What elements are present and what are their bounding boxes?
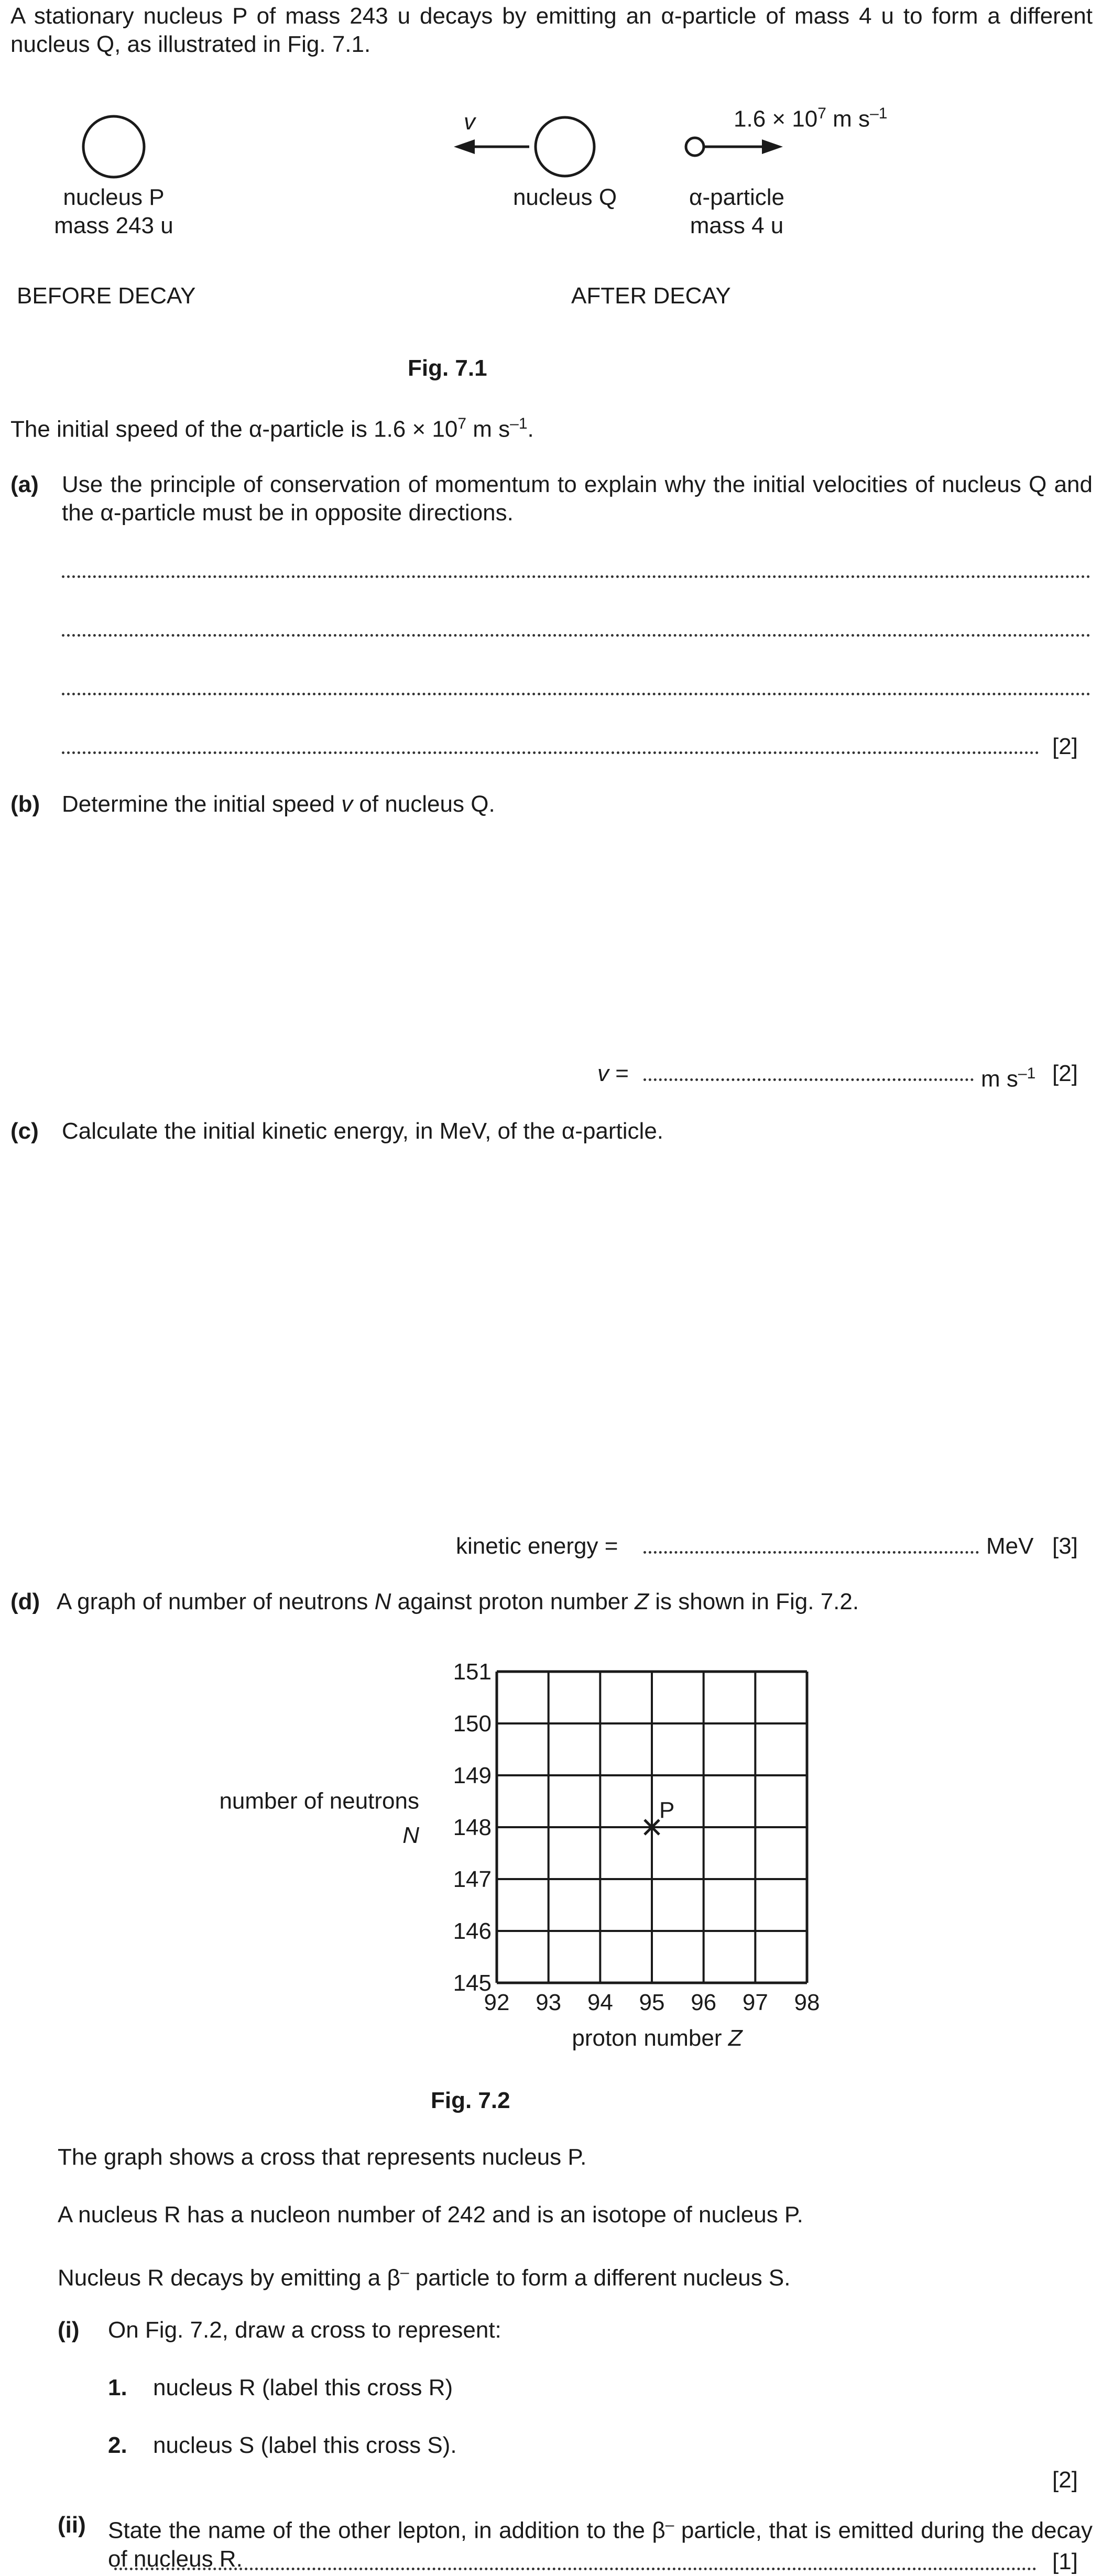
- y-axis-label-line-1: number of neutrons: [219, 1788, 419, 1814]
- part-a-question: Use the principle of conservation of momentum to explain why the initial velocities of nucleus Q and the α-particle must be in opposite directions.: [62, 472, 1093, 526]
- y-axis-label-line-2: N: [402, 1822, 419, 1848]
- answer-line-a1[interactable]: [62, 575, 1090, 578]
- part-d-i-question: On Fig. 7.2, draw a cross to represent:: [108, 2317, 501, 2343]
- part-c-answer-label: kinetic energy =: [456, 1533, 618, 1559]
- part-d-i-marks: [2]: [1052, 2467, 1078, 2493]
- part-b-label: (b): [10, 791, 40, 817]
- part-d-i-item-1: nucleus R (label this cross R): [153, 2375, 453, 2400]
- answer-line-a3[interactable]: [62, 693, 1090, 695]
- y-tick-label: 148: [453, 1815, 492, 1840]
- y-tick-label: 147: [453, 1866, 492, 1892]
- part-d-paragraph-1: The graph shows a cross that represents nucleus P.: [58, 2144, 587, 2170]
- part-b-marks: [2]: [1052, 1061, 1078, 1086]
- part-d-i-label: (i): [58, 2317, 80, 2343]
- part-a-marks: [2]: [1052, 734, 1078, 759]
- data-point-label: P: [659, 1797, 675, 1823]
- velocity-label-v: v: [464, 109, 475, 135]
- y-tick-label: 145: [453, 1970, 492, 1996]
- fig-7-2-caption: Fig. 7.2: [431, 2088, 510, 2113]
- part-c-label: (c): [10, 1118, 39, 1144]
- part-a-label: (a): [10, 472, 39, 497]
- fig-7-1-caption: Fig. 7.1: [408, 355, 487, 381]
- alpha-particle-label: α-particle mass 4 u: [689, 184, 784, 238]
- nucleus-p-circle: [83, 116, 144, 177]
- nucleus-p-label: nucleus P mass 243 u: [54, 184, 173, 238]
- answer-line-d-ii[interactable]: [114, 2568, 1036, 2570]
- answer-line-b[interactable]: [643, 1078, 974, 1081]
- x-tick-label: 93: [536, 1990, 562, 2015]
- velocity-arrowhead-alpha: [762, 139, 783, 154]
- intro-text: A stationary nucleus P of mass 243 u decays by emitting an α-particle of mass 4 u to form a different nucleus Q, as illustrated in Fig. 7.1.: [10, 3, 1093, 57]
- part-c-unit: MeV: [986, 1533, 1034, 1559]
- y-tick-label: 150: [453, 1711, 492, 1737]
- x-axis-label: proton number Z: [572, 2025, 743, 2051]
- part-d-paragraph-3: Nucleus R decays by emitting a β– particle to form a different nucleus S.: [58, 2264, 791, 2291]
- part-d-paragraph-2: A nucleus R has a nucleon number of 242 and is an isotope of nucleus P.: [58, 2202, 803, 2228]
- alpha-speed-label: $1.6 \times 10^7$ m $s^{-1}$: [734, 105, 888, 132]
- part-d-ii-label: (ii): [58, 2512, 86, 2538]
- y-tick-label: 151: [453, 1659, 492, 1685]
- part-b-question: Determine the initial speed v of nucleus Q.: [62, 791, 495, 817]
- fig-7-2-chart: [0, 1635, 1102, 2054]
- before-decay-label: BEFORE DECAY: [17, 283, 196, 309]
- answer-line-c[interactable]: [643, 1551, 979, 1554]
- part-c-question: Calculate the initial kinetic energy, in MeV, of the α-particle.: [62, 1118, 664, 1144]
- part-d-ii-question: State the name of the other lepton, in addition to the β– particle, that is emitted during the decay of nucleus R.: [108, 2516, 1093, 2572]
- part-d-intro: A graph of number of neutrons N against proton number Z is shown in Fig. 7.2.: [57, 1589, 859, 1614]
- part-d-i-item-1-number: 1.: [108, 2375, 127, 2400]
- initial-speed-statement: The initial speed of the α-particle is $1.6 \times 10^7$ m $s^{-1}$.: [10, 415, 534, 442]
- x-tick-label: 92: [484, 1990, 510, 2015]
- part-d-label: (d): [10, 1589, 40, 1614]
- part-c-marks: [3]: [1052, 1533, 1078, 1559]
- part-b-unit: m $s^{-1}$: [981, 1065, 1036, 1092]
- x-tick-label: 94: [587, 1990, 613, 2015]
- part-d-i-item-2: nucleus S (label this cross S).: [153, 2432, 457, 2458]
- part-d-i-item-2-number: 2.: [108, 2432, 127, 2458]
- y-tick-label: 149: [453, 1763, 492, 1788]
- x-tick-label: 95: [639, 1990, 665, 2015]
- part-b-answer-label: v =: [597, 1061, 629, 1086]
- nucleus-q-label: nucleus Q: [512, 184, 617, 210]
- answer-line-a2[interactable]: [62, 634, 1090, 637]
- nucleus-q-circle: [536, 117, 594, 176]
- alpha-particle-circle: [686, 138, 704, 156]
- y-tick-label: 146: [453, 1918, 492, 1944]
- x-tick-label: 98: [794, 1990, 820, 2015]
- x-tick-label: 96: [691, 1990, 717, 2015]
- after-decay-label: AFTER DECAY: [571, 283, 731, 309]
- part-d-ii-marks: [1]: [1052, 2549, 1078, 2574]
- answer-line-a4[interactable]: [62, 751, 1039, 754]
- velocity-arrowhead-q: [454, 139, 475, 154]
- x-tick-label: 97: [742, 1990, 768, 2015]
